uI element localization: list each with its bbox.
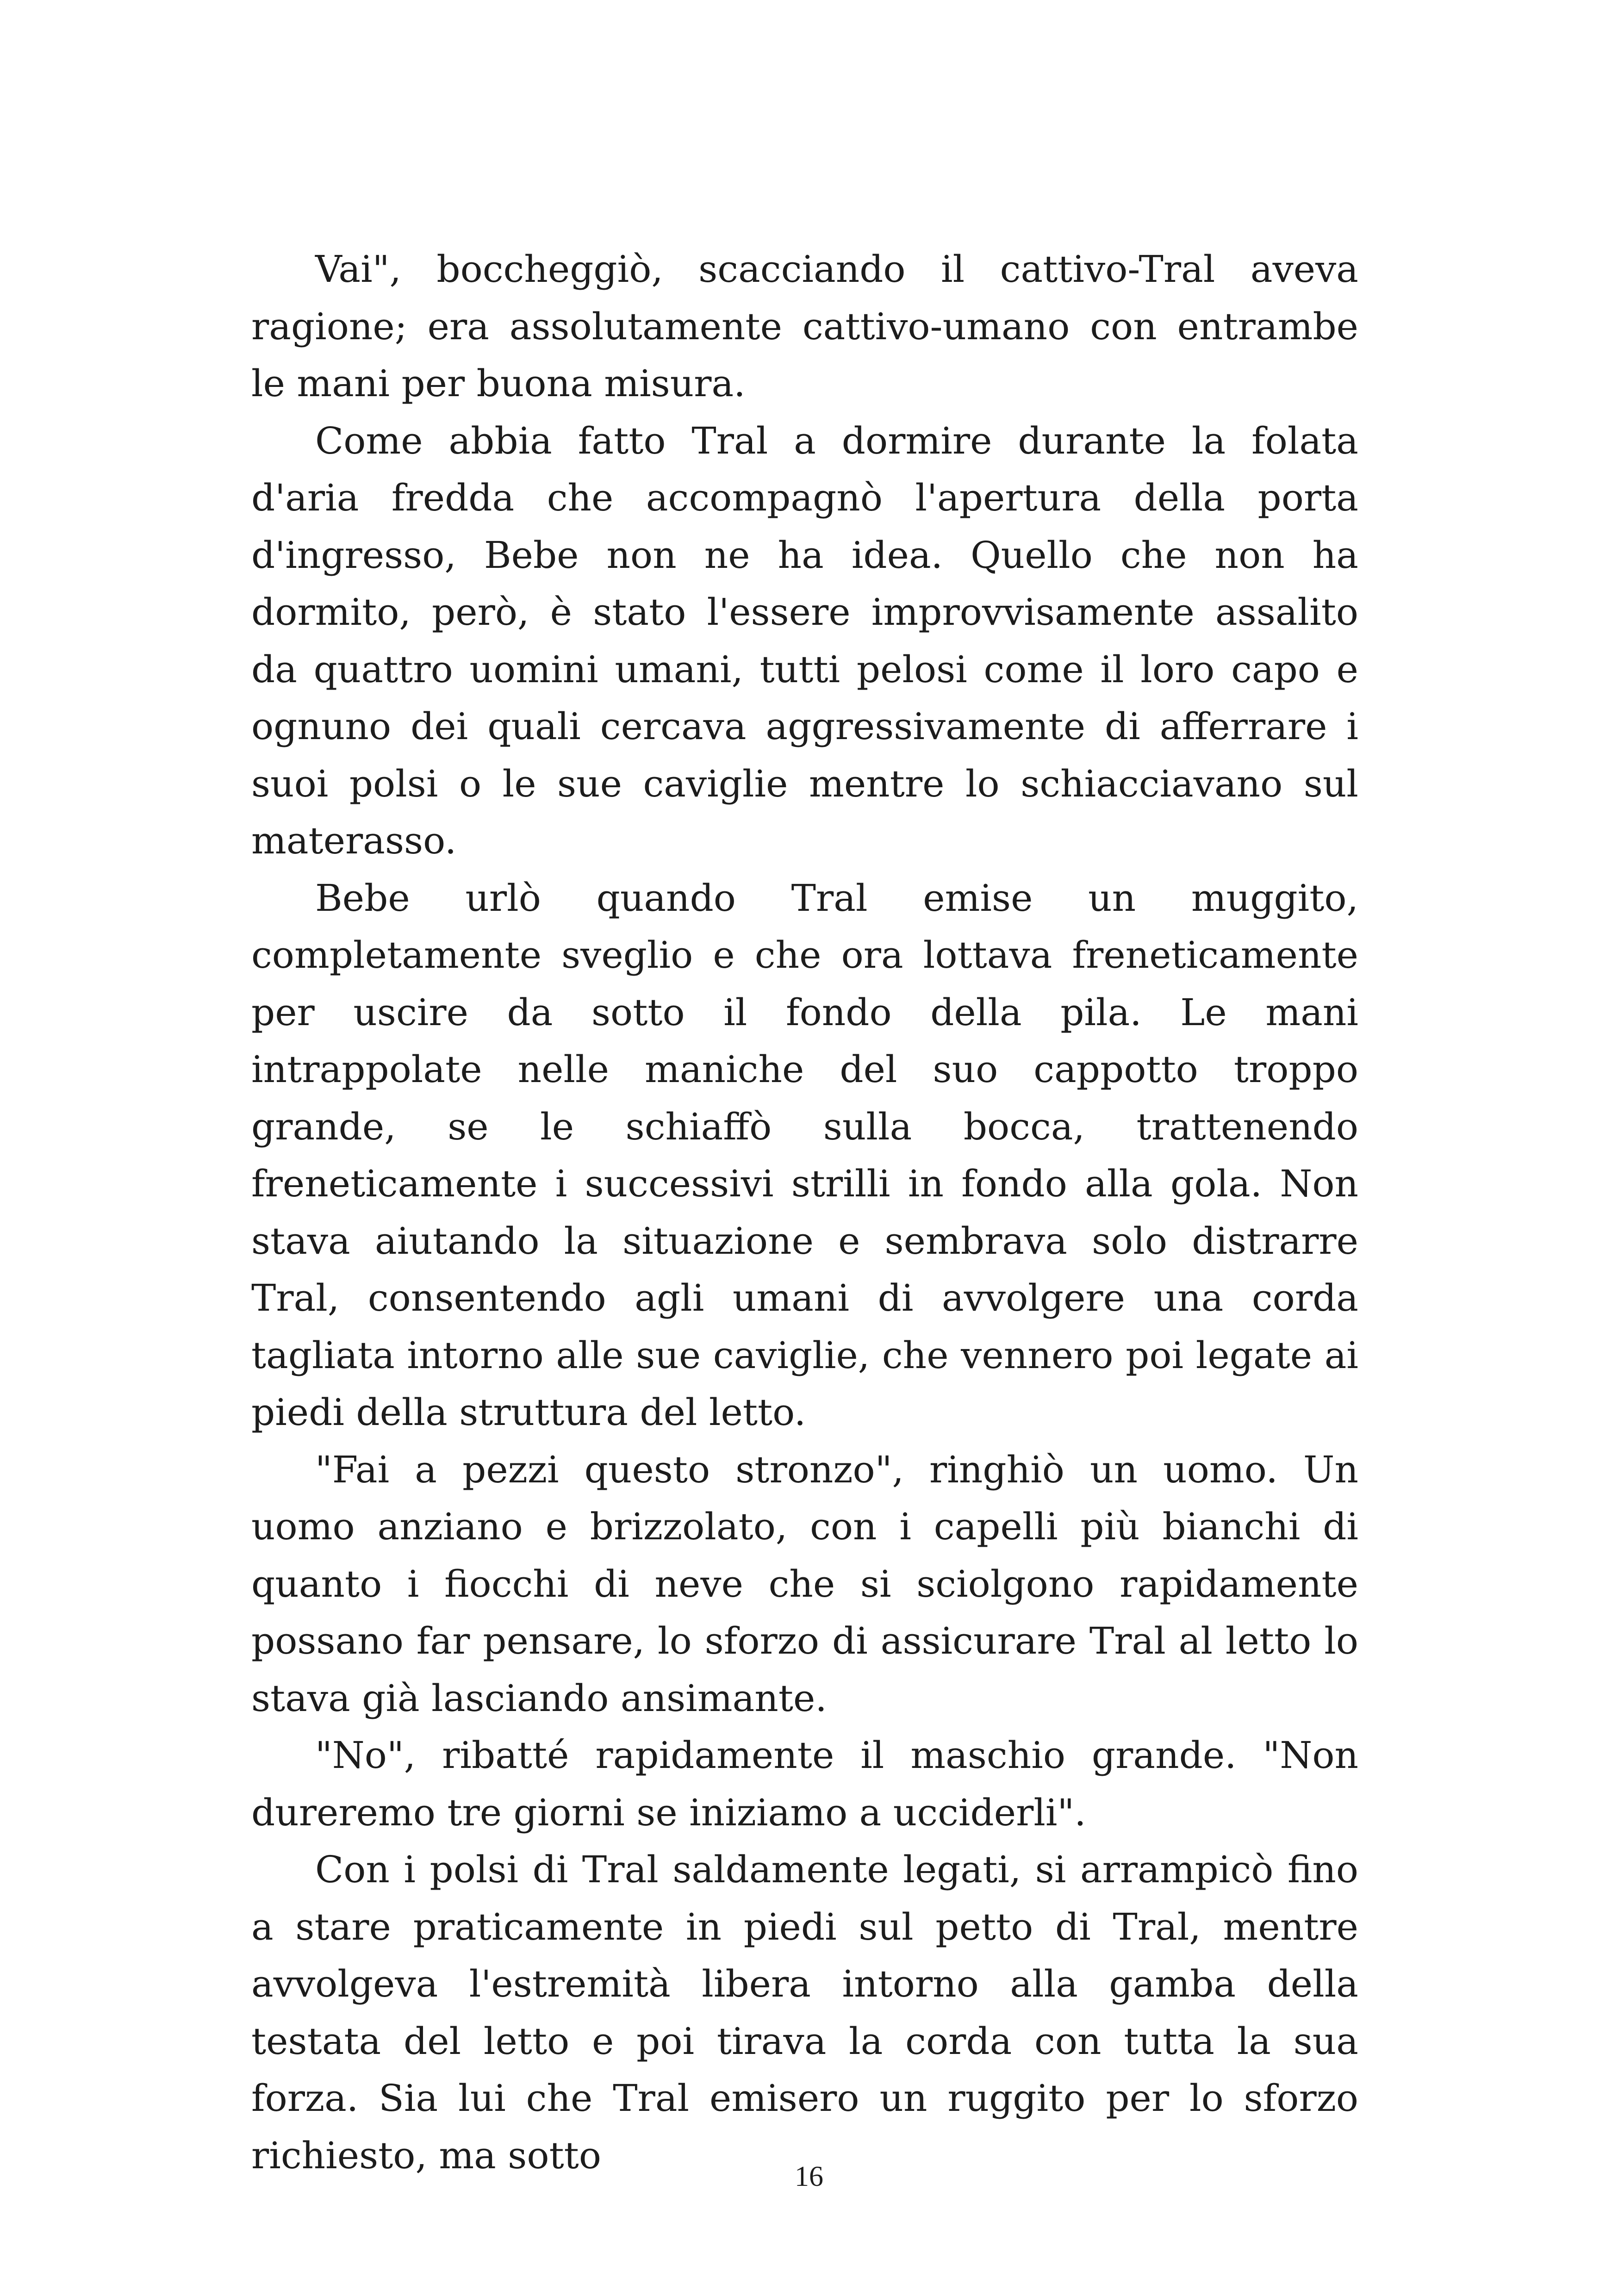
paragraph: "Fai a pezzi questo stronzo", ringhiò un uomo. Un uomo anziano e brizzolato, con i capelli più bianchi di quanto i fiocchi di neve che si sciolgono rapidamente possano far pensare, lo sforzo di assicurare Tral al letto lo stava già lasciando ansimante. <box>251 1448 1358 1720</box>
page-number: 16 <box>795 2161 823 2192</box>
paragraph: "No", ribatté rapidamente il maschio grande. "Non dureremo tre giorni se iniziamo a ucciderli". <box>251 1734 1358 1834</box>
body-text <box>251 241 1358 2184</box>
paragraph: Vai", boccheggiò, scacciando il cattivo-Tral aveva ragione; era assolutamente cattivo-umano con entrambe le mani per buona misura. <box>251 248 1358 405</box>
paragraph: Con i polsi di Tral saldamente legati, si arrampicò fino a stare praticamente in piedi sul petto di Tral, mentre avvolgeva l'estremità libera intorno alla gamba della testata del letto e poi tirava la corda con tutta la sua forza. Sia lui che Tral emisero un ruggito per lo sforzo richiesto, ma sotto <box>251 1848 1358 2177</box>
paragraph: Bebe urlò quando Tral emise un muggito, completamente sveglio e che ora lottava freneticamente per uscire da sotto il fondo della pila. Le mani intrappolate nelle maniche del suo cappotto troppo grande, se le schiaffò sulla bocca, trattenendo freneticamente i successivi strilli in fondo alla gola. Non stava aiutando la situazione e sembrava solo distrarre Tral, consentendo agli umani di avvolgere una corda tagliata intorno alle sue caviglie, che vennero poi legate ai piedi della struttura del letto. <box>251 876 1358 1434</box>
paragraph: Come abbia fatto Tral a dormire durante la folata d'aria fredda che accompagnò l'apertura della porta d'ingresso, Bebe non ne ha idea. Quello che non ha dormito, però, è stato l'essere improvvisamente assalito da quattro uomini umani, tutti pelosi come il loro capo e ognuno dei quali cercava aggressivamente di afferrare i suoi polsi o le sue caviglie mentre lo schiacciavano sul materasso. <box>251 419 1358 862</box>
